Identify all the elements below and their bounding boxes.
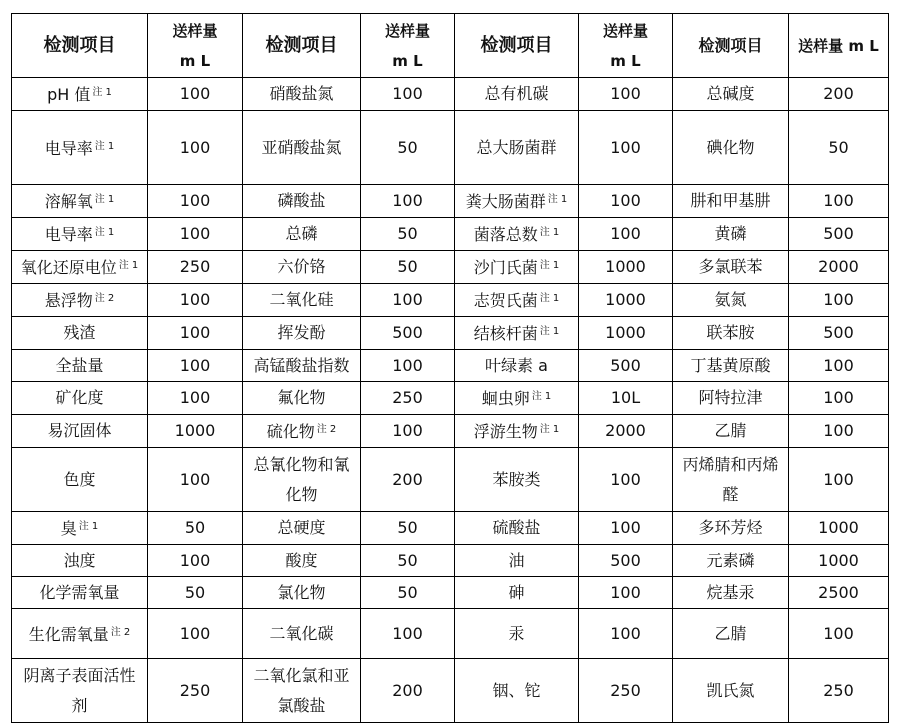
test-item-cell xyxy=(12,659,148,723)
sample-volume-cell: 100 xyxy=(579,577,673,609)
test-item-name: 油 xyxy=(508,550,525,570)
footnote-marker: 注 1 xyxy=(547,194,568,205)
sample-volume-cell: 250 xyxy=(579,659,673,723)
test-item-name: 凯氏氮 xyxy=(706,680,755,700)
test-item-name: 砷 xyxy=(508,582,525,602)
sample-volume-cell: 500 xyxy=(361,317,455,350)
test-item-cell xyxy=(243,382,361,415)
test-item-name: 生化需氧量 xyxy=(28,624,109,644)
table-row xyxy=(12,448,889,512)
sample-volume-cell: 100 xyxy=(148,284,243,317)
sample-volume-cell: 500 xyxy=(789,317,889,350)
sample-volume-cell: 100 xyxy=(789,185,889,218)
test-item-name: 烷基汞 xyxy=(706,582,755,602)
header-volume-label: 送样量 xyxy=(384,21,430,40)
footnote-marker: 注 1 xyxy=(118,260,139,271)
sample-volume-cell: 100 xyxy=(148,382,243,415)
footnote-marker: 注 1 xyxy=(539,227,560,238)
table-row xyxy=(12,382,889,415)
sample-volume-cell: 50 xyxy=(361,545,455,577)
test-item-name: 高锰酸盐指数 xyxy=(253,355,350,375)
test-item-name: 粪大肠菌群 xyxy=(465,192,546,211)
sample-volume-cell: 100 xyxy=(579,218,673,251)
test-item-cell xyxy=(243,545,361,577)
sample-volume-cell: 250 xyxy=(789,659,889,723)
test-item-name: 碘化物 xyxy=(706,137,755,157)
sample-volume-cell: 250 xyxy=(148,251,243,284)
test-item-cell xyxy=(455,185,579,218)
test-item-cell xyxy=(12,218,148,251)
test-item-name: 菌落总数 xyxy=(473,225,538,244)
test-item-cell xyxy=(243,218,361,251)
test-item-cell xyxy=(455,382,579,415)
test-item-cell xyxy=(243,577,361,609)
test-item-name: 磷酸盐 xyxy=(277,191,326,210)
sample-volume-cell: 100 xyxy=(361,78,455,111)
sample-volume-cell: 200 xyxy=(361,448,455,512)
footnote-marker: 注 2 xyxy=(110,626,131,638)
test-item-cell xyxy=(12,512,148,545)
table-row xyxy=(12,284,889,317)
test-item-name: 肼和甲基肼 xyxy=(690,191,771,210)
sample-volume-cell: 2000 xyxy=(789,251,889,284)
test-item-cell xyxy=(455,218,579,251)
test-item-cell xyxy=(243,251,361,284)
test-item-cell xyxy=(12,185,148,218)
sample-volume-cell: 100 xyxy=(579,185,673,218)
header-volume xyxy=(361,14,455,78)
test-item-name: 总有机碳 xyxy=(484,84,549,103)
sample-volume-cell: 100 xyxy=(148,185,243,218)
test-item-cell xyxy=(673,577,789,609)
test-item-name: 二氧化碳 xyxy=(269,623,334,643)
test-item-cell xyxy=(243,415,361,448)
header-volume-inline: 送样量 m L xyxy=(789,14,889,78)
header-volume-unit: m L xyxy=(392,51,423,70)
table-row xyxy=(12,317,889,350)
test-item-name: 多环芳烃 xyxy=(698,518,763,537)
sample-volume-cell: 10L xyxy=(579,382,673,415)
test-item-name: 汞 xyxy=(508,623,525,643)
test-item-cell xyxy=(455,350,579,382)
test-item-name: 沙门氏菌 xyxy=(473,258,538,277)
sample-volume-cell: 100 xyxy=(361,284,455,317)
test-item-cell xyxy=(12,350,148,382)
sample-volume-cell: 50 xyxy=(361,218,455,251)
test-item-name: 易沉固体 xyxy=(47,421,112,440)
test-item-name: 苯胺类 xyxy=(492,469,541,489)
sample-volume-cell: 100 xyxy=(579,609,673,659)
test-item-name: 六价铬 xyxy=(277,257,326,276)
test-item-cell xyxy=(673,415,789,448)
sample-volume-cell: 200 xyxy=(361,659,455,723)
sample-volume-cell: 100 xyxy=(148,448,243,512)
sample-volume-cell: 100 xyxy=(789,609,889,659)
footnote-marker: 注 1 xyxy=(78,521,99,532)
test-item-name: 电导率 xyxy=(44,138,93,158)
sample-volume-cell: 100 xyxy=(789,284,889,317)
sample-volume-cell: 100 xyxy=(148,545,243,577)
test-item-cell xyxy=(673,251,789,284)
test-item-cell xyxy=(243,185,361,218)
header-volume xyxy=(579,14,673,78)
footnote-marker: 注 1 xyxy=(92,87,112,98)
test-item-cell xyxy=(673,218,789,251)
test-item-name: 志贺氏菌 xyxy=(473,291,538,310)
test-item-cell xyxy=(673,382,789,415)
test-item-name: 化学需氧量 xyxy=(39,582,120,602)
test-item-cell xyxy=(12,448,148,512)
test-item-name: 结核杆菌 xyxy=(473,324,538,343)
test-item-name: 二氧化氯和亚氯酸盐 xyxy=(253,665,350,715)
test-item-cell xyxy=(673,284,789,317)
test-item-cell xyxy=(243,512,361,545)
test-item-name: 氟化物 xyxy=(277,388,326,407)
test-item-name: 黄磷 xyxy=(714,224,747,243)
sample-volume-cell: 100 xyxy=(579,111,673,185)
test-item-cell xyxy=(12,609,148,659)
sample-volume-cell: 1000 xyxy=(148,415,243,448)
test-item-name: 丙烯腈和丙烯醛 xyxy=(682,454,779,504)
footnote-marker: 注 1 xyxy=(539,293,560,304)
test-item-cell xyxy=(455,448,579,512)
test-item-name: 多氯联苯 xyxy=(698,257,763,276)
table-row xyxy=(12,512,889,545)
table-row xyxy=(12,111,889,185)
sample-volume-cell: 2000 xyxy=(579,415,673,448)
table-row xyxy=(12,350,889,382)
header-volume-unit: m L xyxy=(610,51,641,70)
test-item-name: 总大肠菌群 xyxy=(476,137,557,157)
table-row xyxy=(12,415,889,448)
test-item-name: 色度 xyxy=(63,469,96,489)
footnote-marker: 注 2 xyxy=(94,293,115,304)
header-volume xyxy=(148,14,243,78)
sample-volume-cell: 200 xyxy=(789,78,889,111)
test-item-cell xyxy=(455,609,579,659)
test-item-name: 阿特拉津 xyxy=(698,388,763,407)
sample-volume-table xyxy=(11,13,889,723)
table-row xyxy=(12,185,889,218)
header-item: 检测项目 xyxy=(673,14,789,78)
sample-volume-cell: 100 xyxy=(148,111,243,185)
test-item-cell xyxy=(455,659,579,723)
sample-volume-cell: 1000 xyxy=(579,284,673,317)
sample-volume-cell: 1000 xyxy=(579,251,673,284)
test-item-cell xyxy=(455,251,579,284)
footnote-marker: 注 1 xyxy=(94,140,115,152)
header-volume-unit: m L xyxy=(179,51,211,70)
test-item-cell xyxy=(243,284,361,317)
test-item-cell xyxy=(673,185,789,218)
sample-volume-cell: 100 xyxy=(361,350,455,382)
test-item-name: 挥发酚 xyxy=(277,323,326,342)
footnote-marker: 注 1 xyxy=(539,326,560,337)
header-row xyxy=(12,14,889,78)
test-item-name: 铟、铊 xyxy=(492,680,541,700)
test-item-name: 臭 xyxy=(60,519,77,538)
sample-volume-cell: 100 xyxy=(148,317,243,350)
test-item-cell xyxy=(455,284,579,317)
test-item-name: 氨氮 xyxy=(714,290,747,309)
sample-volume-cell: 100 xyxy=(789,350,889,382)
sample-volume-cell: 100 xyxy=(148,218,243,251)
test-item-name: 总硬度 xyxy=(277,518,326,537)
header-volume-label: 送样量 xyxy=(602,21,648,40)
table-row xyxy=(12,218,889,251)
test-item-name: 亚硝酸盐氮 xyxy=(261,137,342,157)
test-item-name: 酸度 xyxy=(285,550,318,570)
test-item-name: 硝酸盐氮 xyxy=(269,84,334,103)
test-item-cell xyxy=(243,317,361,350)
sample-volume-cell: 2500 xyxy=(789,577,889,609)
sample-volume-cell: 50 xyxy=(361,512,455,545)
test-item-cell xyxy=(12,111,148,185)
test-item-cell xyxy=(243,78,361,111)
test-item-cell xyxy=(12,577,148,609)
test-item-cell xyxy=(243,448,361,512)
test-item-name: 叶绿素 a xyxy=(485,355,548,375)
test-item-name: 氧化还原电位 xyxy=(20,258,117,277)
sample-volume-cell: 500 xyxy=(579,350,673,382)
test-item-name: 溶解氧 xyxy=(44,192,93,211)
test-item-cell xyxy=(455,545,579,577)
test-item-cell xyxy=(12,317,148,350)
test-item-cell xyxy=(12,78,148,111)
test-item-name: 蛔虫卵 xyxy=(481,389,530,408)
test-item-cell xyxy=(673,545,789,577)
test-item-name: 乙腈 xyxy=(714,421,747,440)
test-item-cell xyxy=(12,545,148,577)
test-item-cell xyxy=(673,78,789,111)
test-item-cell xyxy=(455,78,579,111)
footnote-marker: 注 1 xyxy=(539,424,560,435)
sample-volume-cell: 100 xyxy=(361,415,455,448)
test-item-cell xyxy=(455,415,579,448)
test-item-cell xyxy=(243,350,361,382)
test-item-name: 总碱度 xyxy=(706,84,755,103)
test-item-cell xyxy=(455,317,579,350)
test-item-cell xyxy=(673,512,789,545)
sample-volume-cell: 100 xyxy=(361,185,455,218)
header-volume-label: 送样量 xyxy=(172,21,218,40)
test-item-name: 总氰化物和氰化物 xyxy=(253,454,350,504)
table-row xyxy=(12,659,889,723)
test-item-name: 氯化物 xyxy=(277,582,326,602)
test-item-cell xyxy=(12,415,148,448)
test-item-name: 悬浮物 xyxy=(44,291,93,310)
footnote-marker: 注 1 xyxy=(539,260,560,271)
sample-volume-cell: 100 xyxy=(579,78,673,111)
sample-volume-cell: 1000 xyxy=(789,512,889,545)
test-item-cell xyxy=(455,111,579,185)
sample-volume-cell: 50 xyxy=(789,111,889,185)
sample-volume-cell: 100 xyxy=(579,448,673,512)
test-item-name: 浮游生物 xyxy=(473,422,538,441)
test-item-cell xyxy=(243,609,361,659)
sample-volume-cell: 250 xyxy=(148,659,243,723)
footnote-marker: 注 2 xyxy=(316,424,337,435)
test-item-name: 浊度 xyxy=(63,550,96,570)
header-item: 检测项目 xyxy=(455,14,579,78)
test-item-name: 元素磷 xyxy=(706,550,755,570)
test-item-cell xyxy=(12,382,148,415)
test-item-cell xyxy=(12,284,148,317)
sample-volume-cell: 100 xyxy=(148,350,243,382)
footnote-marker: 注 1 xyxy=(94,194,115,205)
test-item-cell xyxy=(243,111,361,185)
sample-volume-cell: 250 xyxy=(361,382,455,415)
test-item-cell xyxy=(455,577,579,609)
test-item-name: 全盐量 xyxy=(55,355,104,375)
table-row xyxy=(12,609,889,659)
test-item-cell xyxy=(243,659,361,723)
sample-volume-cell: 100 xyxy=(148,78,243,111)
test-item-cell xyxy=(455,512,579,545)
test-item-name: 总磷 xyxy=(285,224,318,243)
test-item-name: 硫酸盐 xyxy=(492,518,541,537)
table-row xyxy=(12,545,889,577)
test-item-name: 丁基黄原酸 xyxy=(690,355,771,375)
sample-volume-cell: 50 xyxy=(361,577,455,609)
table-row xyxy=(12,251,889,284)
sample-volume-cell: 100 xyxy=(148,609,243,659)
sample-volume-cell: 100 xyxy=(361,609,455,659)
test-item-name: 残渣 xyxy=(63,323,96,342)
test-item-name: 硫化物 xyxy=(266,422,315,441)
test-item-cell xyxy=(673,317,789,350)
header-item: 检测项目 xyxy=(12,14,148,78)
test-item-cell xyxy=(673,448,789,512)
header-item: 检测项目 xyxy=(243,14,361,78)
footnote-marker: 注 1 xyxy=(531,391,552,402)
sample-volume-cell: 500 xyxy=(789,218,889,251)
sample-volume-cell: 50 xyxy=(148,577,243,609)
test-item-cell xyxy=(12,251,148,284)
test-item-cell xyxy=(673,350,789,382)
test-item-cell xyxy=(673,609,789,659)
test-item-cell xyxy=(673,111,789,185)
sample-volume-cell: 1000 xyxy=(579,317,673,350)
sample-volume-cell: 100 xyxy=(789,382,889,415)
footnote-marker: 注 1 xyxy=(94,227,115,238)
sample-volume-cell: 50 xyxy=(148,512,243,545)
sample-volume-cell: 100 xyxy=(579,512,673,545)
sample-volume-cell: 100 xyxy=(789,448,889,512)
test-item-name: 电导率 xyxy=(44,225,93,244)
sample-volume-cell: 500 xyxy=(579,545,673,577)
test-item-cell xyxy=(673,659,789,723)
test-item-name: 阴离子表面活性剂 xyxy=(23,665,136,715)
test-item-name: 联苯胺 xyxy=(706,323,755,342)
sample-volume-cell: 50 xyxy=(361,251,455,284)
sample-volume-cell: 50 xyxy=(361,111,455,185)
table-row xyxy=(12,78,889,111)
sample-volume-cell: 100 xyxy=(789,415,889,448)
test-item-name: pH 值 xyxy=(47,85,91,104)
table-row xyxy=(12,577,889,609)
sample-volume-cell: 1000 xyxy=(789,545,889,577)
test-item-name: 二氧化硅 xyxy=(269,290,334,309)
test-item-name: 矿化度 xyxy=(55,388,104,407)
test-item-name: 乙腈 xyxy=(714,623,747,643)
